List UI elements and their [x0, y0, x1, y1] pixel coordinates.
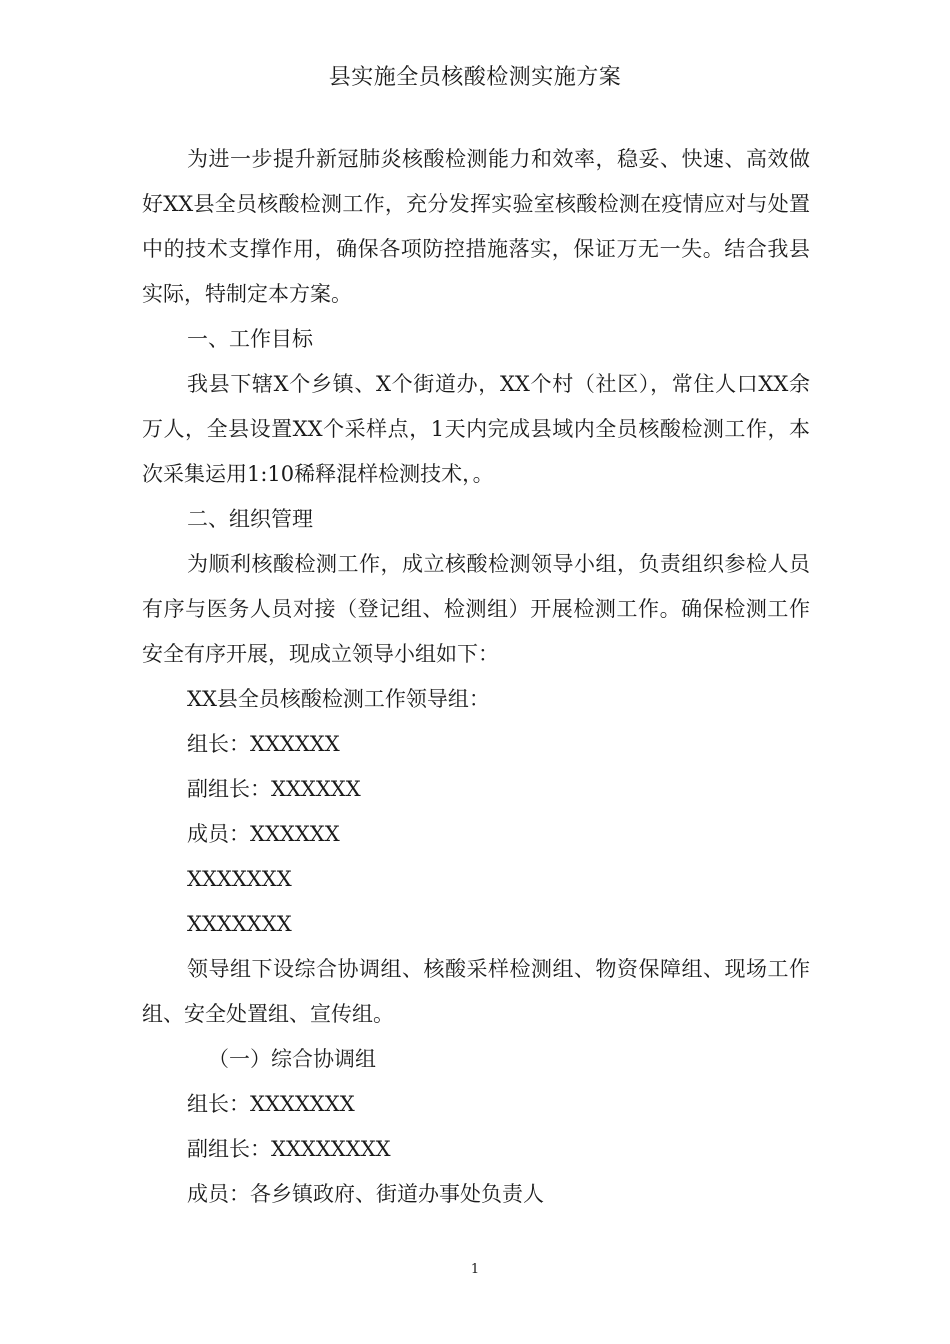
section-heading-organization: 二、组织管理	[187, 507, 313, 531]
page-number: 1	[470, 1262, 480, 1277]
member-line: XXXXXXX	[187, 912, 292, 936]
section-heading-work-goal: 一、工作目标	[187, 327, 313, 351]
document-title: 县实施全员核酸检测实施方案	[328, 65, 622, 90]
organization-paragraph: 为顺利核酸检测工作，成立核酸检测领导小组，负责组织参检人员有序与医务人员对接（登记组、检测组）开展检测工作。确保检测工作安全有序开展，现成立领导小组如下：	[142, 552, 810, 666]
deputy-leader-line: 副组长：XXXXXX	[187, 777, 361, 801]
work-goal-paragraph: 我县下辖X个乡镇、X个街道办，XX个村（社区），常住人口XX余万人，全县设置XX个采样点，1天内完成县域内全员核酸检测工作，本次采集运用1:10稀释混样检测技术，。	[142, 372, 810, 486]
group-leader-line: 组长：XXXXXX	[187, 732, 340, 756]
subsection-heading-coordination: （一）综合协调组	[208, 1047, 376, 1071]
coordination-deputy-line: 副组长：XXXXXXXX	[187, 1137, 391, 1161]
leadership-group-heading: XX县全员核酸检测工作领导组：	[187, 687, 490, 711]
coordination-leader-line: 组长：XXXXXXX	[187, 1092, 355, 1116]
intro-paragraph: 为进一步提升新冠肺炎核酸检测能力和效率，稳妥、快速、高效做好XX县全员核酸检测工作，充分发挥实验室核酸检测在疫情应对与处置中的技术支撑作用，确保各项防控措施落实，保证万无一失。结合我县实际，特制定本方案。	[142, 147, 810, 306]
subgroups-paragraph: 领导组下设综合协调组、核酸采样检测组、物资保障组、现场工作组、安全处置组、宣传组。	[142, 957, 810, 1026]
member-line: XXXXXXX	[187, 867, 292, 891]
coordination-members-line: 成员：各乡镇政府、街道办事处负责人	[187, 1182, 544, 1206]
members-line: 成员：XXXXXX	[187, 822, 340, 846]
document-body	[142, 137, 810, 1217]
